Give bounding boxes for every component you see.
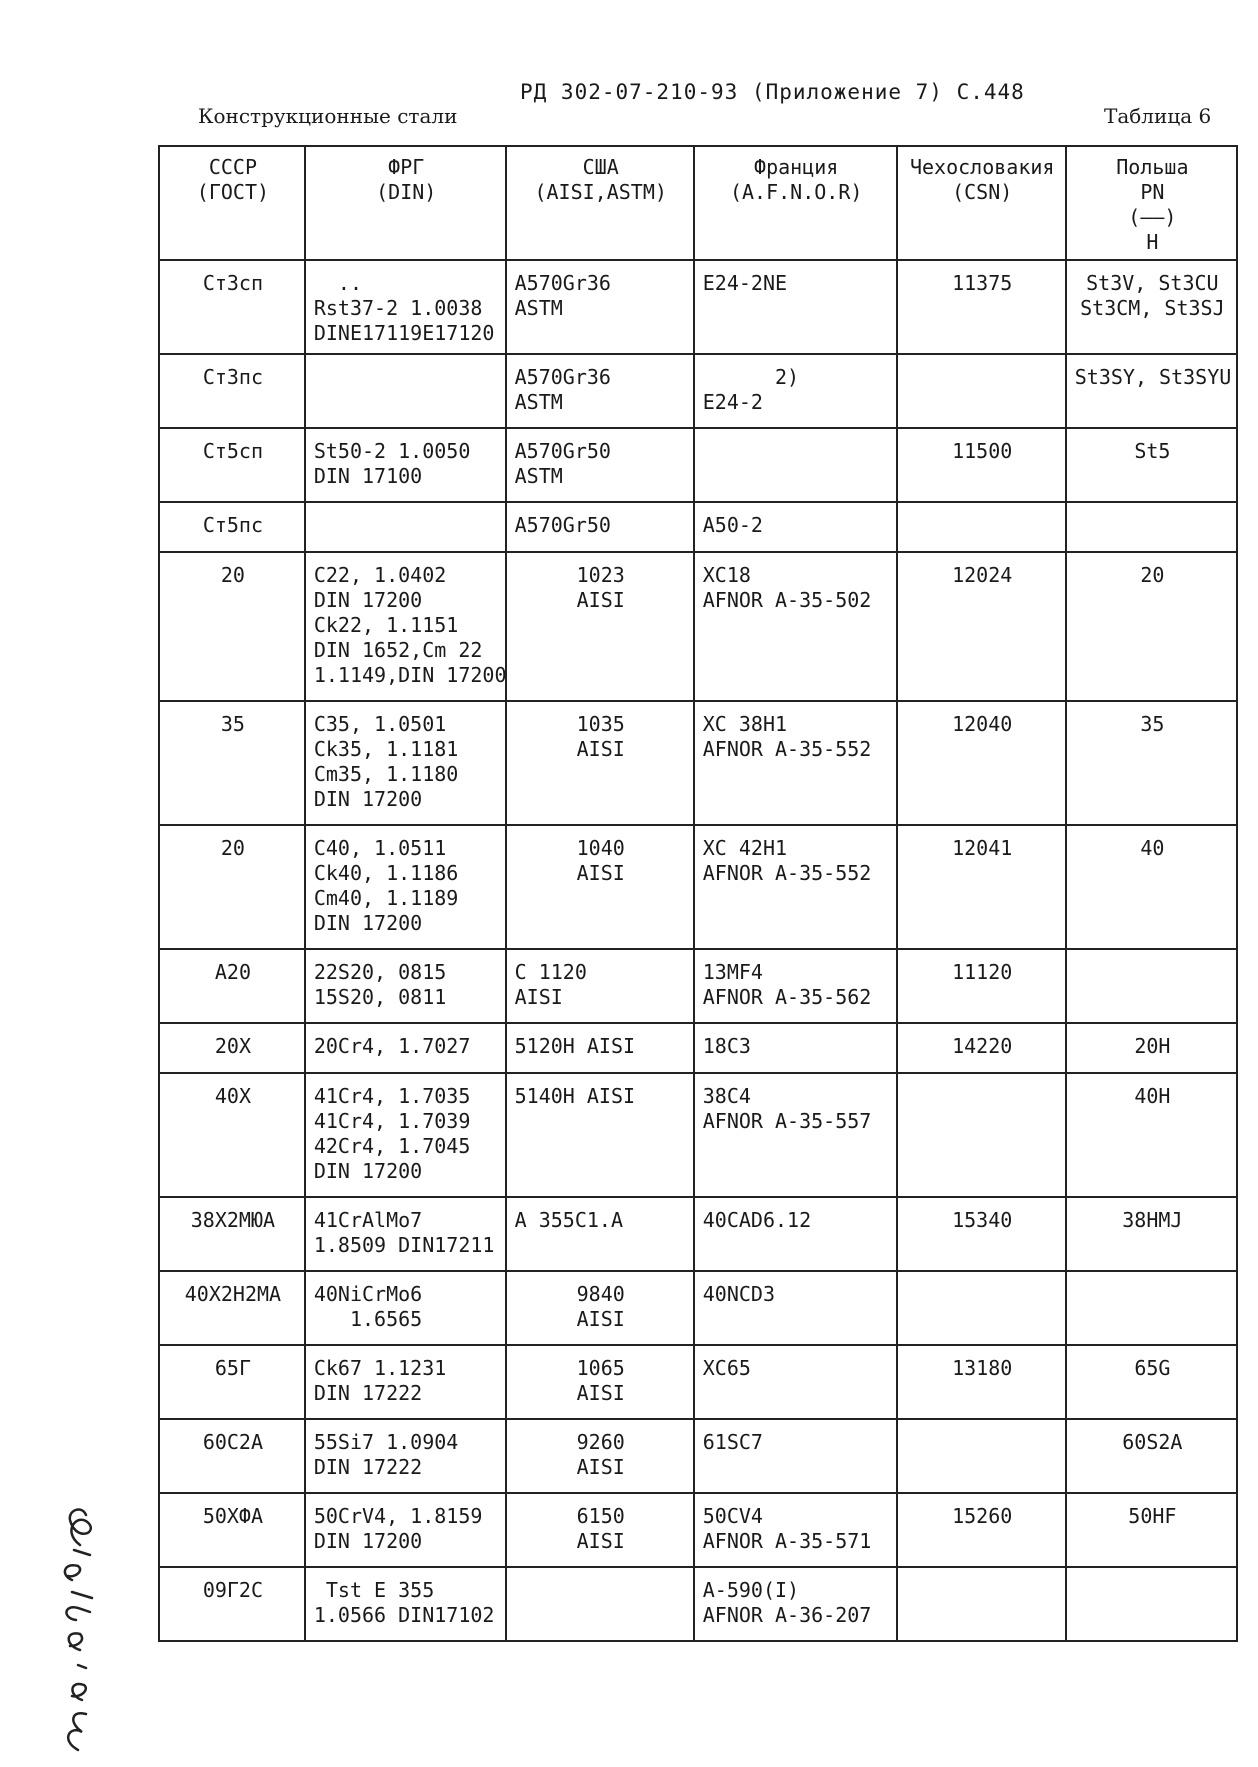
cell-text: 11500 (952, 439, 1013, 463)
col-czechoslovakia-csn-cell (897, 1023, 1066, 1073)
cell-text: A 355C1.A (514, 1208, 624, 1232)
cell-text: 50CV4 (702, 1504, 763, 1528)
cell-text: 40 (1140, 836, 1165, 860)
cell-text: Ст3сп (202, 271, 264, 295)
column-header-text: ФРГ (388, 155, 425, 179)
cell-text: A570Gr36 (514, 271, 611, 295)
cell-text: 1035 (576, 712, 625, 736)
col-france-afnor-cell (694, 1271, 897, 1345)
col-poland-pn-cell (1066, 260, 1237, 354)
cell-text: 11375 (952, 271, 1013, 295)
col-poland-pn-cell (1066, 701, 1237, 825)
cell-text: Ck22, 1.1151 (313, 613, 459, 637)
cell-text: 1040 (576, 836, 625, 860)
column-header-text: Франция (754, 155, 839, 179)
cell-text: ASTM (514, 464, 563, 488)
col-poland-pn-cell (1066, 1197, 1237, 1271)
table-row (159, 1419, 1237, 1493)
col-czechoslovakia-csn-cell (897, 1345, 1066, 1419)
cell-text: A570Gr36 (514, 365, 611, 389)
col-czechoslovakia-csn-cell (897, 1271, 1066, 1345)
table-row (159, 1567, 1237, 1641)
col-czechoslovakia-csn-cell (897, 502, 1066, 552)
col-ussr-gost-cell (159, 1493, 305, 1567)
column-header-text: (DIN) (376, 180, 437, 204)
cell-text: A50-2 (702, 513, 763, 537)
cell-text: 9260 (576, 1430, 625, 1454)
cell-text: DINE17119E17120 (313, 321, 495, 345)
cell-text: Cm40, 1.1189 (313, 886, 459, 910)
column-header-text: Чехословакия (909, 155, 1055, 179)
col-france-afnor-cell (694, 1197, 897, 1271)
col-poland-pn-cell (1066, 552, 1237, 701)
cell-text: 18C3 (702, 1034, 751, 1058)
cell-text: 12024 (952, 563, 1013, 587)
table-row (159, 949, 1237, 1023)
cell-text: 20 (1140, 563, 1165, 587)
table-row (159, 1345, 1237, 1419)
cell-text: 6150 (576, 1504, 625, 1528)
cell-text: A-590(I) (702, 1578, 800, 1602)
table-title: Конструкционные стали (198, 104, 458, 128)
col-ussr-gost-cell (159, 1419, 305, 1493)
col-frg-din-cell (305, 1345, 506, 1419)
cell-text: 1.8509 DIN17211 (313, 1233, 495, 1257)
cell-text: 40Х2Н2МА (184, 1282, 282, 1306)
cell-text: AFNOR A-35-562 (702, 985, 872, 1009)
col-ussr-gost-cell (159, 1073, 305, 1197)
col-france-afnor-cell (694, 949, 897, 1023)
col-czechoslovakia-csn-cell (897, 1419, 1066, 1493)
col-ussr-gost-header (159, 146, 305, 260)
cell-text: 9840 (576, 1282, 625, 1306)
cell-text: 38C4 (702, 1084, 751, 1108)
cell-text: 1023 (576, 563, 625, 587)
col-ussr-gost-cell (159, 949, 305, 1023)
cell-text: 41Cr4, 1.7035 (313, 1084, 471, 1108)
cell-text: 60С2А (202, 1430, 264, 1454)
table-row (159, 1073, 1237, 1197)
col-usa-aisi-astm-cell (506, 701, 694, 825)
col-poland-pn-cell (1066, 1073, 1237, 1197)
col-usa-aisi-astm-cell (506, 1271, 694, 1345)
col-ussr-gost-cell (159, 428, 305, 502)
cell-text: AISI (576, 1381, 625, 1405)
steel-equivalents-table (158, 145, 1238, 1642)
col-france-afnor-cell (694, 1493, 897, 1567)
cell-text: 1.0566 DIN17102 (313, 1603, 495, 1627)
cell-text: AFNOR A-36-207 (702, 1603, 872, 1627)
col-usa-aisi-astm-cell (506, 260, 694, 354)
cell-text: 41CrAlMo7 (313, 1208, 423, 1232)
cell-text: Ст5пс (202, 513, 264, 537)
cell-text: AISI (576, 1455, 625, 1479)
table-row (159, 552, 1237, 701)
col-usa-aisi-astm-cell (506, 1419, 694, 1493)
col-usa-aisi-astm-cell (506, 1073, 694, 1197)
table-body (159, 260, 1237, 1641)
col-france-afnor-cell (694, 1567, 897, 1641)
col-ussr-gost-cell (159, 825, 305, 949)
col-france-afnor-cell (694, 502, 897, 552)
cell-text: St3V, St3CU (1086, 271, 1219, 295)
col-frg-din-cell (305, 260, 506, 354)
cell-text: Ck35, 1.1181 (313, 737, 459, 761)
cell-text: Rst37-2 1.0038 (313, 296, 483, 320)
col-czechoslovakia-csn-cell (897, 701, 1066, 825)
col-poland-pn-cell (1066, 354, 1237, 428)
col-frg-din-cell (305, 502, 506, 552)
col-poland-pn-cell (1066, 1419, 1237, 1493)
cell-text: St3SY, St3SYU (1074, 365, 1232, 389)
col-usa-aisi-astm-header (506, 146, 694, 260)
cell-text: AFNOR A-35-552 (702, 737, 872, 761)
table-row (159, 1197, 1237, 1271)
cell-text: 65G (1134, 1356, 1171, 1380)
cell-text: C40, 1.0511 (313, 836, 447, 860)
cell-text: 40NiCrMo6 (313, 1282, 423, 1306)
cell-text: AISI (576, 737, 625, 761)
cell-text: ASTM (514, 296, 563, 320)
cell-text: AISI (576, 1307, 625, 1331)
cell-text: 1.6565 (313, 1307, 423, 1331)
cell-text: 12040 (952, 712, 1013, 736)
cell-text: 5120H AISI (514, 1034, 636, 1058)
cell-text: DIN 17200 (313, 787, 423, 811)
col-poland-pn-cell (1066, 949, 1237, 1023)
cell-text: 35 (220, 712, 245, 736)
col-ussr-gost-cell (159, 1567, 305, 1641)
col-poland-pn-cell (1066, 1023, 1237, 1073)
cell-text: DIN 17200 (313, 1159, 423, 1183)
cell-text: 12041 (952, 836, 1013, 860)
col-usa-aisi-astm-cell (506, 552, 694, 701)
table-header-row (159, 146, 1237, 260)
col-ussr-gost-cell (159, 1023, 305, 1073)
cell-text: 15S20, 0811 (313, 985, 447, 1009)
cell-text: AFNOR A-35-571 (702, 1529, 872, 1553)
cell-text: DIN 17200 (313, 911, 423, 935)
column-header-text: PN (1140, 180, 1165, 204)
col-france-afnor-header (694, 146, 897, 260)
col-czechoslovakia-csn-cell (897, 1493, 1066, 1567)
cell-text: DIN 1652,Cm 22 (313, 638, 483, 662)
cell-text: Tst E 355 (313, 1578, 435, 1602)
col-poland-pn-cell (1066, 502, 1237, 552)
col-frg-din-cell (305, 949, 506, 1023)
cell-text: 5140H AISI (514, 1084, 636, 1108)
cell-text: 38Х2МЮА (190, 1208, 276, 1232)
cell-text: 35 (1140, 712, 1165, 736)
col-poland-pn-cell (1066, 428, 1237, 502)
col-usa-aisi-astm-cell (506, 949, 694, 1023)
cell-text: DIN 17222 (313, 1381, 423, 1405)
column-header-text: (AISI,ASTM) (534, 180, 667, 204)
column-header-text: (CSN) (952, 180, 1013, 204)
cell-text: AISI (576, 588, 625, 612)
cell-text: XC18 (702, 563, 751, 587)
cell-text: DIN 17222 (313, 1455, 423, 1479)
cell-text: AISI (514, 985, 563, 1009)
col-france-afnor-cell (694, 260, 897, 354)
col-frg-din-cell (305, 1419, 506, 1493)
col-czechoslovakia-csn-cell (897, 1073, 1066, 1197)
col-france-afnor-cell (694, 1073, 897, 1197)
table-row (159, 1493, 1237, 1567)
col-frg-din-cell (305, 354, 506, 428)
cell-text: 14220 (952, 1034, 1013, 1058)
col-usa-aisi-astm-cell (506, 1567, 694, 1641)
table-row (159, 1271, 1237, 1345)
cell-text: 15260 (952, 1504, 1013, 1528)
cell-text: Ck40, 1.1186 (313, 861, 459, 885)
cell-text: 20H (1134, 1034, 1171, 1058)
col-ussr-gost-cell (159, 701, 305, 825)
col-poland-pn-cell (1066, 1567, 1237, 1641)
cell-text: C 1120 (514, 960, 587, 984)
col-ussr-gost-cell (159, 354, 305, 428)
cell-text: 60S2A (1122, 1430, 1183, 1454)
cell-text: 65Г (214, 1356, 251, 1380)
cell-text: 20 (220, 563, 245, 587)
cell-text: XC 38H1 (702, 712, 788, 736)
col-poland-pn-header (1066, 146, 1237, 260)
column-header-text: США (582, 155, 619, 179)
cell-text: 55Si7 1.0904 (313, 1430, 459, 1454)
col-frg-din-header (305, 146, 506, 260)
col-france-afnor-cell (694, 552, 897, 701)
table-row (159, 701, 1237, 825)
column-header-text: (A.F.N.O.R) (729, 180, 863, 204)
cell-text: Ck67 1.1231 (313, 1356, 447, 1380)
cell-text: 1.1149,DIN 17200 (313, 663, 507, 687)
handwritten-signature (20, 1500, 180, 1760)
cell-text: DIN 17100 (313, 464, 423, 488)
cell-text: 38HMJ (1122, 1208, 1183, 1232)
column-header-text: (——) (1128, 205, 1177, 229)
col-france-afnor-cell (694, 1023, 897, 1073)
cell-text: 22S20, 0815 (313, 960, 447, 984)
cell-text: 40CAD6.12 (702, 1208, 812, 1232)
cell-text: A20 (214, 960, 251, 984)
col-ussr-gost-cell (159, 260, 305, 354)
column-header-text: Польша (1116, 155, 1189, 179)
table-row (159, 428, 1237, 502)
cell-text: 40H (1134, 1084, 1171, 1108)
cell-text: DIN 17200 (313, 588, 423, 612)
col-frg-din-cell (305, 428, 506, 502)
col-usa-aisi-astm-cell (506, 502, 694, 552)
document-code: РД 302-07-210-93 (Приложение 7) С.448 (520, 80, 1025, 104)
col-frg-din-cell (305, 825, 506, 949)
cell-text: A570Gr50 (514, 439, 611, 463)
table-number: Таблица 6 (1104, 104, 1212, 128)
col-france-afnor-cell (694, 354, 897, 428)
col-czechoslovakia-csn-cell (897, 354, 1066, 428)
cell-text: 50CrV4, 1.8159 (313, 1504, 483, 1528)
cell-text: Ст5сп (202, 439, 264, 463)
col-czechoslovakia-csn-cell (897, 825, 1066, 949)
col-poland-pn-cell (1066, 1345, 1237, 1419)
cell-text: 20Х (214, 1034, 251, 1058)
cell-text: 1065 (576, 1356, 625, 1380)
col-czechoslovakia-csn-cell (897, 552, 1066, 701)
cell-text: 13MF4 (702, 960, 763, 984)
table-row (159, 502, 1237, 552)
table-row (159, 1023, 1237, 1073)
column-header-text: СССР (208, 155, 257, 179)
cell-text: E24-2NE (702, 271, 788, 295)
col-ussr-gost-cell (159, 552, 305, 701)
col-poland-pn-cell (1066, 1493, 1237, 1567)
col-usa-aisi-astm-cell (506, 825, 694, 949)
col-ussr-gost-cell (159, 1271, 305, 1345)
cell-text: St50-2 1.0050 (313, 439, 471, 463)
table-row (159, 354, 1237, 428)
col-usa-aisi-astm-cell (506, 1023, 694, 1073)
cell-text: 15340 (952, 1208, 1013, 1232)
col-france-afnor-cell (694, 1419, 897, 1493)
cell-text: 40NCD3 (702, 1282, 775, 1306)
cell-text: 61SC7 (702, 1430, 763, 1454)
col-ussr-gost-cell (159, 502, 305, 552)
col-czechoslovakia-csn-cell (897, 1197, 1066, 1271)
col-frg-din-cell (305, 1567, 506, 1641)
col-frg-din-cell (305, 1073, 506, 1197)
cell-text: 11120 (952, 960, 1013, 984)
col-frg-din-cell (305, 701, 506, 825)
cell-text: 41Cr4, 1.7039 (313, 1109, 471, 1133)
col-france-afnor-cell (694, 825, 897, 949)
cell-text: 50HF (1128, 1504, 1177, 1528)
col-ussr-gost-cell (159, 1345, 305, 1419)
col-poland-pn-cell (1066, 825, 1237, 949)
table-row (159, 260, 1237, 354)
cell-text: St3CM, St3SJ (1080, 296, 1225, 320)
cell-text: XC65 (702, 1356, 751, 1380)
col-czechoslovakia-csn-header (897, 146, 1066, 260)
cell-text: Ст3пс (202, 365, 264, 389)
cell-text: .. (313, 271, 363, 295)
cell-text: C22, 1.0402 (313, 563, 447, 587)
cell-text: AFNOR A-35-502 (702, 588, 872, 612)
cell-text: Cm35, 1.1180 (313, 762, 459, 786)
col-usa-aisi-astm-cell (506, 354, 694, 428)
cell-text: 13180 (952, 1356, 1013, 1380)
col-usa-aisi-astm-cell (506, 1345, 694, 1419)
col-france-afnor-cell (694, 428, 897, 502)
col-usa-aisi-astm-cell (506, 1493, 694, 1567)
col-czechoslovakia-csn-cell (897, 1567, 1066, 1641)
cell-text: AISI (576, 861, 625, 885)
cell-text: C35, 1.0501 (313, 712, 447, 736)
col-czechoslovakia-csn-cell (897, 949, 1066, 1023)
cell-text: 2) (702, 365, 800, 389)
col-ussr-gost-cell (159, 1197, 305, 1271)
cell-text: St5 (1134, 439, 1171, 463)
cell-text: A570Gr50 (514, 513, 611, 537)
cell-text: AISI (576, 1529, 625, 1553)
column-header-text: (ГОСТ) (196, 180, 270, 204)
col-frg-din-cell (305, 1023, 506, 1073)
col-usa-aisi-astm-cell (506, 1197, 694, 1271)
col-czechoslovakia-csn-cell (897, 260, 1066, 354)
cell-text: 20 (220, 836, 245, 860)
col-frg-din-cell (305, 1493, 506, 1567)
cell-text: ASTM (514, 390, 563, 414)
cell-text: 50ХФА (202, 1504, 264, 1528)
column-header-text: Н (1146, 230, 1159, 254)
col-frg-din-cell (305, 552, 506, 701)
col-poland-pn-cell (1066, 1271, 1237, 1345)
cell-text: 42Cr4, 1.7045 (313, 1134, 471, 1158)
cell-text: AFNOR A-35-552 (702, 861, 872, 885)
col-usa-aisi-astm-cell (506, 428, 694, 502)
cell-text: 09Г2С (202, 1578, 264, 1602)
col-frg-din-cell (305, 1197, 506, 1271)
cell-text: 40Х (214, 1084, 251, 1108)
col-czechoslovakia-csn-cell (897, 428, 1066, 502)
cell-text: XC 42H1 (702, 836, 788, 860)
col-france-afnor-cell (694, 1345, 897, 1419)
table-row (159, 825, 1237, 949)
cell-text: DIN 17200 (313, 1529, 423, 1553)
cell-text: AFNOR A-35-557 (702, 1109, 872, 1133)
cell-text: 20Cr4, 1.7027 (313, 1034, 471, 1058)
col-france-afnor-cell (694, 701, 897, 825)
col-frg-din-cell (305, 1271, 506, 1345)
cell-text: E24-2 (702, 390, 763, 414)
